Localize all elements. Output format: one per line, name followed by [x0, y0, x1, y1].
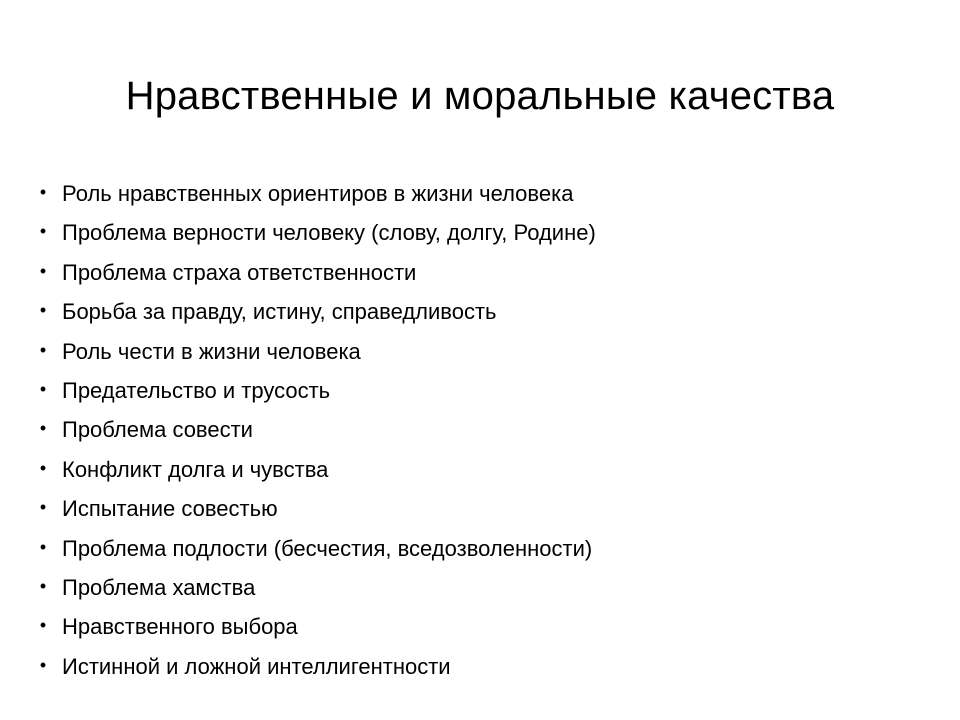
list-item: [36, 213, 596, 252]
list-item-text: Роль нравственных ориентиров в жизни человека: [62, 181, 574, 206]
bullet-icon: •: [39, 536, 47, 557]
list-item: [36, 410, 596, 449]
list-item: [36, 253, 596, 292]
bullet-icon: •: [39, 378, 47, 399]
bullet-list: [36, 174, 596, 686]
list-item-text: Нравственного выбора: [62, 614, 298, 640]
slide-title: Нравственные и моральные качества: [125, 74, 835, 118]
list-item-text: Проблема подлости (бесчестия, вседозволенности): [62, 535, 593, 561]
bullet-icon: •: [39, 654, 47, 675]
list-item-text: Истинной и ложной интеллигентности: [62, 653, 451, 679]
list-item-text: Испытание совестью: [62, 496, 278, 522]
list-item-text: Роль чести в жизни человека: [62, 338, 361, 364]
list-item-text: Проблема хамства: [62, 574, 256, 600]
list-item-text: Конфликт долга и чувства: [62, 456, 329, 482]
list-item: [36, 450, 596, 489]
list-item-text: Борьба за правду, истину, справедливость: [62, 299, 497, 325]
bullet-icon: •: [39, 182, 47, 202]
list-item: [36, 607, 596, 646]
list-item-text: Предательство и трусость: [62, 377, 331, 403]
bullet-icon: •: [39, 418, 47, 439]
list-item: [36, 332, 596, 371]
list-item: [36, 371, 596, 410]
bullet-icon: •: [39, 457, 47, 478]
bullet-icon: •: [39, 497, 47, 518]
bullet-icon: •: [39, 300, 47, 321]
list-item: [36, 292, 596, 331]
bullet-icon: •: [39, 339, 47, 360]
list-item: [36, 489, 596, 528]
list-item-text: Проблема верности человеку (слову, долгу, Родине): [62, 220, 596, 246]
list-item: [36, 568, 596, 607]
list-item-text: Проблема совести: [62, 417, 253, 443]
bullet-icon: •: [39, 575, 47, 596]
list-item: [36, 529, 596, 568]
list-item-text: Проблема страха ответственности: [62, 259, 417, 285]
bullet-icon: •: [39, 260, 47, 281]
bullet-icon: •: [39, 615, 47, 636]
list-item: [36, 174, 596, 213]
bullet-icon: •: [39, 221, 47, 242]
list-item: [36, 647, 596, 686]
